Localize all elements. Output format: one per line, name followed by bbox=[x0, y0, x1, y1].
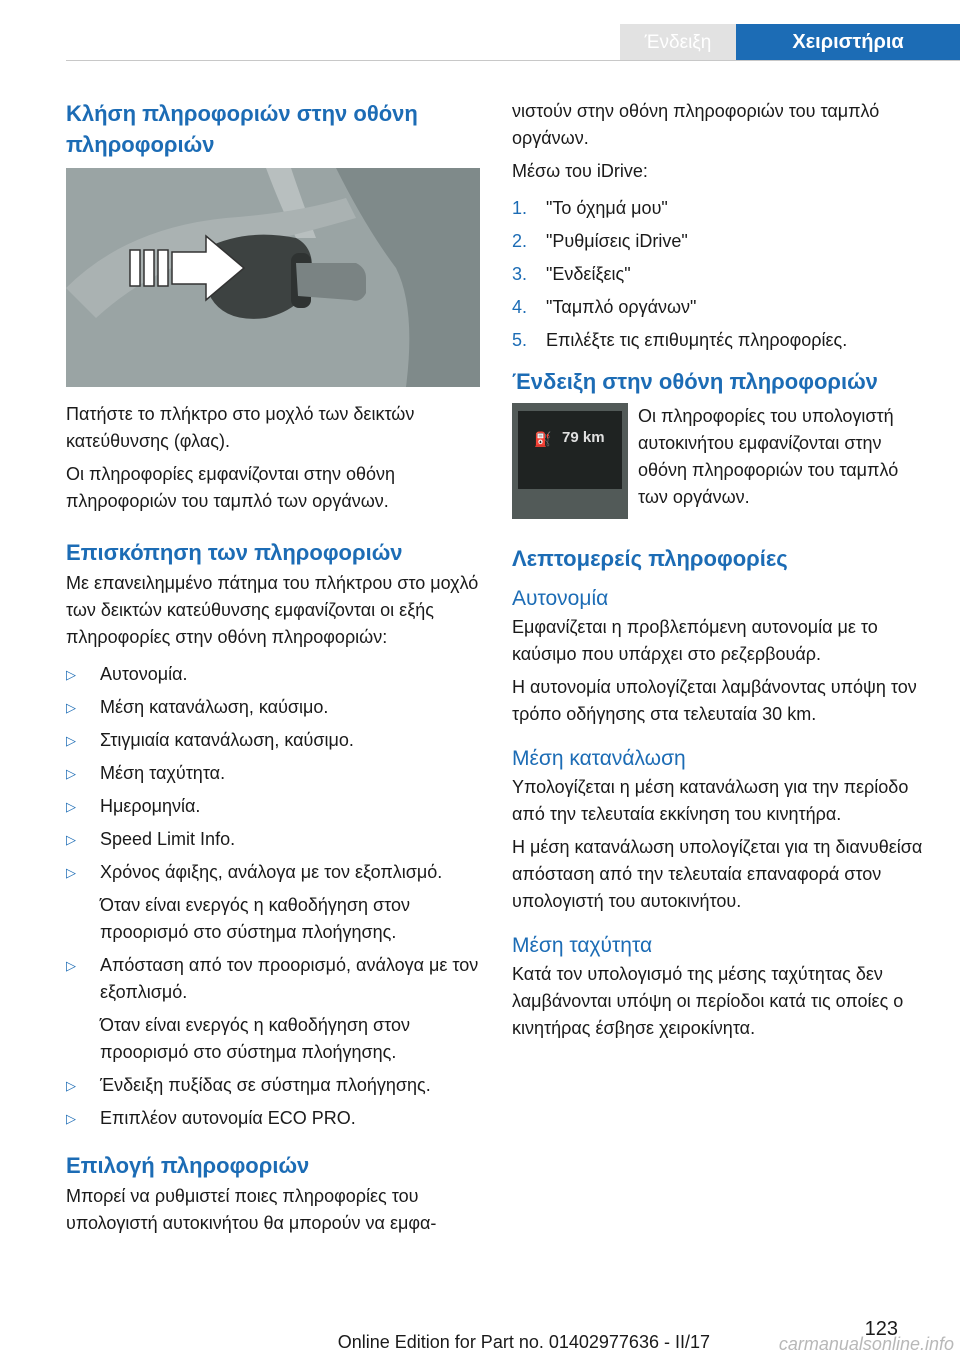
triangle-bullet-icon: ▷ bbox=[66, 958, 76, 973]
step-item: 1. "Το όχημά μου" bbox=[512, 198, 668, 218]
triangle-bullet-icon: ▷ bbox=[66, 1111, 76, 1126]
list-item: ▷ Μέση ταχύτητα. bbox=[66, 760, 484, 787]
step-item: 2. "Ρυθμίσεις iDrive" bbox=[512, 231, 688, 251]
continued-text: νιστούν στην οθόνη πληροφοριών του ταμπλό οργάνων. bbox=[512, 101, 880, 148]
info-display-image bbox=[512, 403, 628, 519]
list-item: ▷ Στιγμιαία κατανάλωση, καύσιμο. bbox=[66, 727, 484, 754]
list-item: ▷ Επιπλέον αυτονομία ECO PRO. bbox=[66, 1105, 484, 1132]
subheading-speed: Μέση ταχύτητα bbox=[512, 934, 653, 957]
subheading-consumption: Μέση κατανάλωση bbox=[512, 747, 686, 770]
triangle-bullet-icon: ▷ bbox=[66, 1078, 76, 1093]
top-bar bbox=[0, 24, 960, 62]
triangle-bullet-icon: ▷ bbox=[66, 799, 76, 814]
info-list bbox=[66, 661, 484, 1132]
consumption-text-1: Υπολογίζεται η μέση κατανάλωση για την περίοδο από την τελευταία εκκίνηση του κινητήρα. bbox=[512, 777, 909, 824]
triangle-bullet-icon: ▷ bbox=[66, 832, 76, 847]
heading-select-info: Επιλογή πληροφοριών bbox=[66, 1153, 310, 1178]
watermark: carmanualsonline.info bbox=[778, 1334, 954, 1354]
tab-controls[interactable]: Χειριστήρια bbox=[736, 24, 960, 61]
list-item: ▷ Ένδειξη πυξίδας σε σύστημα πλοήγησης. bbox=[66, 1072, 484, 1099]
triangle-bullet-icon: ▷ bbox=[66, 733, 76, 748]
list-item: ▷ Χρόνος άφιξης, ανάλογα με τον εξοπλισμό. Όταν είναι ενεργός η καθοδήγηση στον προορισμό στο σύστημα πλοήγησης. bbox=[66, 859, 484, 946]
triangle-bullet-icon: ▷ bbox=[66, 766, 76, 781]
speed-text: Κατά τον υπολογισμό της μέσης ταχύτητας δεν λαμβάνονται υπόψη οι περίοδοι κατά τις οποίες ο κινητήρας έσβησε χειροκίνητα. bbox=[512, 964, 904, 1038]
step-item: 4. "Ταμπλό οργάνων" bbox=[512, 297, 697, 317]
triangle-bullet-icon: ▷ bbox=[66, 865, 76, 880]
triangle-bullet-icon: ▷ bbox=[66, 667, 76, 682]
list-item: ▷ Μέση κατανάλωση, καύσιμο. bbox=[66, 694, 484, 721]
turn-signal-lever-figure bbox=[66, 168, 480, 387]
list-item: ▷ Ημερομηνία. bbox=[66, 793, 484, 820]
right-column bbox=[512, 98, 932, 1048]
consumption-text-2: Η μέση κατανάλωση υπολογίζεται για τη διανυθείσα απόσταση από την τελευταία επαναφορά στον υπολογιστή του αυτοκινήτου. bbox=[512, 837, 923, 911]
select-info-text: Μπορεί να ρυθμιστεί ποιες πληροφορίες του υπολογιστή αυτοκινήτου θα μπορούν να εμφα- bbox=[66, 1186, 437, 1233]
heading-display: Ένδειξη στην οθόνη πληροφοριών bbox=[512, 369, 878, 394]
idrive-steps bbox=[512, 195, 932, 354]
list-item-note: Όταν είναι ενεργός η καθοδήγηση στον προορισμό στο σύστημα πλοήγησης. bbox=[100, 1015, 410, 1062]
autonomy-text-2: Η αυτονομία υπολογίζεται λαμβάνοντας υπόψη τον τρόπο οδήγησης στα τελευταία 30 km. bbox=[512, 677, 917, 724]
list-item-note: Όταν είναι ενεργός η καθοδήγηση στον προορισμό στο σύστημα πλοήγησης. bbox=[100, 895, 410, 942]
heading-overview: Επισκόπηση των πληροφοριών bbox=[66, 540, 403, 565]
edition-info: Online Edition for Part no. 01402977636 - II/17 bbox=[337, 1332, 710, 1352]
instruction-text-2: Οι πληροφορίες εμφανίζονται στην οθόνη πληροφοριών του ταμπλό των οργάνων. bbox=[66, 464, 396, 511]
lever-illustration bbox=[66, 168, 480, 387]
display-section bbox=[512, 403, 932, 521]
heading-call-info: Κλήση πληροφοριών στην οθόνη πληροφοριών bbox=[66, 101, 418, 157]
subheading-autonomy: Αυτονομία bbox=[512, 587, 609, 610]
list-item: ▷ Αυτονομία. bbox=[66, 661, 484, 688]
instruction-text-1: Πατήστε το πλήκτρο στο μοχλό των δεικτών κατεύθυνσης (φλας). bbox=[66, 404, 415, 451]
triangle-bullet-icon: ▷ bbox=[66, 700, 76, 715]
left-column bbox=[66, 98, 484, 1243]
header-divider bbox=[66, 60, 960, 61]
autonomy-text-1: Εμφανίζεται η προβλεπόμενη αυτονομία με το καύσιμο που υπάρχει στο ρεζερβουάρ. bbox=[512, 617, 878, 664]
list-item: ▷ Απόσταση από τον προορισμό, ανάλογα με τον εξοπλισμό. Όταν είναι ενεργός η καθοδήγηση στον προορισμό στο σύστημα πλοήγησης. bbox=[66, 952, 484, 1066]
range-readout: 79 km bbox=[562, 429, 605, 446]
step-item: 5. Επιλέξτε τις επιθυμητές πληροφορίες. bbox=[512, 330, 848, 350]
display-description: Οι πληροφορίες του υπολογιστή αυτοκινήτου εμφανίζονται στην οθόνη πληροφοριών του ταμπλό των οργάνων. bbox=[638, 406, 899, 507]
idrive-intro: Μέσω του iDrive: bbox=[512, 161, 648, 181]
list-item: ▷ Speed Limit Info. bbox=[66, 826, 484, 853]
fuel-pump-icon: ⛽ bbox=[534, 431, 552, 447]
step-item: 3. "Ενδείξεις" bbox=[512, 264, 631, 284]
overview-intro: Με επανειλημμένο πάτημα του πλήκτρου στο μοχλό των δεικτών κατεύθυνσης εμφανίζονται οι εξής πληροφορίες στην οθόνη πληροφοριών: bbox=[66, 573, 479, 647]
display-screen bbox=[518, 411, 622, 489]
heading-details: Λεπτομερείς πληροφορίες bbox=[512, 546, 788, 571]
tab-display[interactable]: Ένδειξη bbox=[620, 24, 736, 61]
page-number: 123 bbox=[864, 1318, 898, 1340]
